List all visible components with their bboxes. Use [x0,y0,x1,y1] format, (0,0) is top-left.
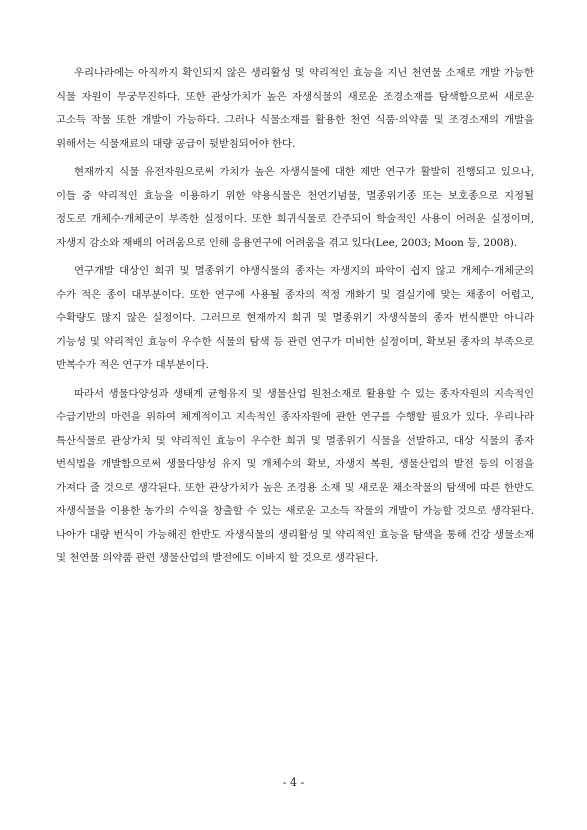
paragraph-2: 현재까지 식물 유전자원으로써 가치가 높은 자생식물에 대한 제반 연구가 활발히 진행되고 있으나, 이들 중 약리적인 효능을 이용하기 위한 약용식물은 천연기념물, 멸종위기종 또는 보호종으로 지정될 정도로 개체수·개체군이 부족한 실정이다. 또한 희귀식물로 간주되어 학술적인 사용이 어려운 실정이며, 자생지 감소와 재배의 어려움으로 인해 응용연구에 어려움을 겪고 있다(Lee, 2003; Moon 등, 2008). [56,166,534,249]
paragraph-1: 우리나라에는 아직까지 확인되지 않은 생리활성 및 약리적인 효능을 지닌 천연물 소재로 개발 가능한 식물 자원이 무궁무진하다. 또한 관상가치가 높은 자생식물의 새로운 조경소재를 탐색함으로써 새로운 고소득 작물 또한 개발이 가능하다. 그러나 식물소재를 활용한 천연 식품·의약품 및 조경소재의 개발을 위해서는 식물재료의 대량 공급이 뒷받침되어야 한다. [56,67,534,150]
paragraph-3: 연구개발 대상인 희귀 및 멸종위기 야생식물의 종자는 자생지의 파악이 쉽지 않고 개체수·개체군의 수가 적은 종이 대부분이다. 또한 연구에 사용될 종자의 적정 개화기 및 결실기에 맞는 채종이 어렵고, 수확량도 많지 않은 실정이다. 그러므로 현재까지 희귀 및 멸종위기 자생식물의 종자 번식뿐만 아니라 기능성 및 약리적인 효능이 우수한 식물의 탐색 등 관련 연구가 미비한 실정이며, 확보된 종자의 부족으로 반복수가 적은 연구가 대부분이다. [56,265,534,371]
page-number: - 4 - [282,776,305,789]
document-body [56,62,534,576]
paragraph-4: 따라서 생물다양성과 생태계 균형유지 및 생물산업 원천소재로 활용할 수 있는 종자자원의 지속적인 수급기반의 마련을 위하여 체계적이고 지속적인 종자자원에 관한 연구를 수행할 필요가 있다. 우리나라 특산식물로 관상가치 및 약리적인 효능이 우수한 희귀 및 멸종위기 식물을 선발하고, 대상 식물의 종자 번식법을 개발함으로써 생물다양성 유지 및 개체수의 확보, 자생지 복원, 생물산업의 발전 등의 이점을 가져다 줄 것으로 생각된다. 또한 관상가치가 높은 조경용 소재 및 새로운 채소작물의 탐색에 따른 한반도 자생식물을 이용한 농가의 수익을 창출할 수 있는 새로운 고소득 작물의 개발이 가능할 것으로 생각된다. 나아가 대량 번식이 가능해진 한반도 자생식물의 생리활성 및 약리적인 효능을 탐색을 통해 건강 생물소재 및 천연물 의약품 관련 생물산업의 발전에도 이바지 할 것으로 생각된다. [56,387,534,564]
